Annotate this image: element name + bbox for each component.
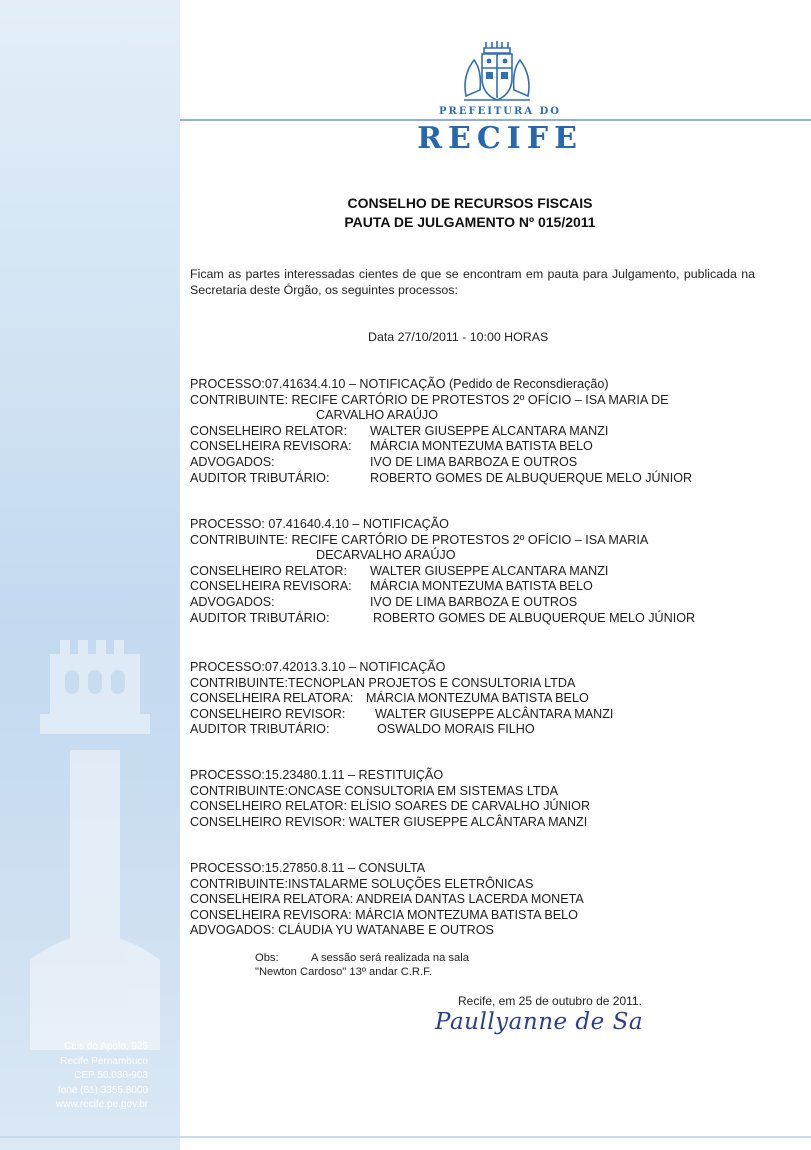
- process-field-value: OSWALDO MORAIS FILHO: [377, 722, 535, 737]
- process-field-label: AUDITOR TRIBUTÁRIO:: [190, 722, 330, 737]
- obs-text-2: "Newton Cardoso" 13º andar C.R.F.: [255, 966, 432, 978]
- process-field-label: PROCESSO:15.23480.1.11 – RESTITUIÇÃO: [190, 768, 444, 782]
- process-field-label: ADVOGADOS:: [190, 454, 275, 469]
- document-heading: [300, 194, 640, 232]
- handwritten-signature: Paullyanne de Sa: [435, 1009, 644, 1035]
- process-line: [190, 517, 770, 533]
- heading-line-agenda: PAUTA DE JULGAMENTO Nº 015/2011: [344, 214, 596, 230]
- process-field-label: PROCESSO:07.41634.4.10 – NOTIFICAÇÃO (Pedido de Reconsdieração): [190, 377, 609, 391]
- process-field-label: PROCESSO: 07.41640.4.10 – NOTIFICAÇÃO: [190, 517, 449, 531]
- process-field-value: MÁRCIA MONTEZUMA BATISTA BELO: [366, 691, 589, 706]
- process-field-value: WALTER GIUSEPPE ALCANTARA MANZI: [370, 423, 609, 438]
- side-band: [0, 0, 180, 1150]
- city-tower-watermark: [20, 630, 170, 1050]
- process-field-value: DECARVALHO ARAÚJO: [316, 548, 456, 563]
- process-line: [190, 548, 770, 564]
- obs-line-1: [255, 951, 469, 965]
- process-line: [190, 439, 770, 455]
- process-field-label: CONSELHEIRA REVISORA: MÁRCIA MONTEZUMA BATISTA BELO: [190, 907, 578, 922]
- process-field-label: CONTRIBUINTE: RECIFE CARTÓRIO DE PROTESTOS 2º OFÍCIO – ISA MARIA: [190, 532, 649, 547]
- process-field-label: CONTRIBUINTE:INSTALARME SOLUÇÕES ELETRÔNICAS: [190, 876, 534, 891]
- process-line: [190, 877, 770, 893]
- process-field-value: WALTER GIUSEPPE ALCÂNTARA MANZI: [375, 706, 614, 721]
- process-field-label: CONSELHEIRO RELATOR:: [190, 423, 347, 438]
- process-line: [190, 722, 770, 738]
- process-field-label: PROCESSO:15.27850.8.11 – CONSULTA: [190, 861, 426, 875]
- process-field-label: CONSELHEIRO RELATOR: ELÍSIO SOARES DE CARVALHO JÚNIOR: [190, 799, 591, 814]
- footer-address: [20, 1040, 148, 1113]
- heading-line-council: CONSELHO DE RECURSOS FISCAIS: [347, 195, 593, 211]
- obs-line-2: [255, 965, 432, 979]
- obs-text-1: A sessão será realizada na sala: [311, 952, 469, 964]
- address-phone: fone (81) 3355.8000: [57, 1084, 148, 1096]
- process-line: [190, 768, 770, 784]
- process-line: [190, 579, 770, 595]
- process-block: [190, 768, 770, 830]
- process-line: [190, 784, 770, 800]
- process-line: [190, 660, 770, 676]
- process-field-value: ROBERTO GOMES DE ALBUQUERQUE MELO JÚNIOR: [370, 470, 693, 485]
- process-field-label: ADVOGADOS: CLÁUDIA YU WATANABE E OUTROS: [190, 923, 494, 938]
- address-street: Cais do Apolo, 925: [64, 1041, 148, 1052]
- process-field-value: MÁRCIA MONTEZUMA BATISTA BELO: [370, 439, 593, 454]
- process-field-label: CONSELHEIRA RELATORA:: [190, 691, 354, 706]
- coat-of-arms-icon: [458, 40, 536, 108]
- observation-note: [255, 951, 469, 979]
- address-website: www.recife.pe.gov.br: [55, 1099, 148, 1111]
- process-field-label: CONSELHEIRA REVISORA:: [190, 439, 352, 454]
- process-line: [190, 815, 770, 831]
- process-line: [190, 923, 770, 939]
- intro-paragraph: Ficam as partes interessadas cientes de que se encontram em pauta para Julgamento, publicada na Secretaria deste Órgão, os seguintes processos:: [190, 267, 755, 297]
- process-field-value: ROBERTO GOMES DE ALBUQUERQUE MELO JÚNIOR: [373, 610, 696, 625]
- process-line: [190, 533, 770, 549]
- process-field-label: AUDITOR TRIBUTÁRIO:: [190, 470, 330, 485]
- place-and-date: Recife, em 25 de outubro de 2011.: [458, 994, 642, 1008]
- address-city: Recife Pernambuco: [60, 1055, 148, 1067]
- process-line: [190, 424, 770, 440]
- process-line: [190, 908, 770, 924]
- process-field-label: CONSELHEIRA RELATORA: ANDREIA DANTAS LACERDA MONETA: [190, 892, 584, 907]
- process-block: [190, 517, 770, 626]
- process-field-label: CONSELHEIRO REVISOR:: [190, 706, 346, 721]
- process-line: [190, 691, 770, 707]
- process-line: [190, 408, 770, 424]
- process-field-label: CONTRIBUINTE: RECIFE CARTÓRIO DE PROTESTOS 2º OFÍCIO – ISA MARIA DE: [190, 392, 669, 407]
- process-field-value: MÁRCIA MONTEZUMA BATISTA BELO: [370, 579, 593, 594]
- process-field-label: CONTRIBUINTE:TECNOPLAN PROJETOS E CONSULTORIA LTDA: [190, 675, 576, 690]
- process-line: [190, 707, 770, 723]
- process-line: [190, 892, 770, 908]
- process-block: [190, 660, 770, 738]
- obs-label: Obs:: [255, 952, 279, 964]
- process-line: [190, 799, 770, 815]
- process-line: [190, 595, 770, 611]
- process-field-value: CARVALHO ARAÚJO: [316, 408, 439, 423]
- process-field-label: CONTRIBUINTE:ONCASE CONSULTORIA EM SISTEMAS LTDA: [190, 783, 559, 798]
- process-line: [190, 393, 770, 409]
- process-field-value: IVO DE LIMA BARBOZA E OUTROS: [370, 454, 578, 469]
- process-line: [190, 377, 770, 393]
- process-field-label: CONSELHEIRO RELATOR:: [190, 563, 347, 578]
- process-field-value: IVO DE LIMA BARBOZA E OUTROS: [370, 594, 578, 609]
- process-line: [190, 455, 770, 471]
- process-line: [190, 861, 770, 877]
- footer-rule: [0, 1136, 811, 1138]
- process-field-label: AUDITOR TRIBUTÁRIO:: [190, 610, 330, 625]
- prefeitura-label: PREFEITURA DO: [439, 106, 561, 117]
- process-field-label: ADVOGADOS:: [190, 594, 275, 609]
- process-line: [190, 676, 770, 692]
- process-field-label: CONSELHEIRA REVISORA:: [190, 579, 352, 594]
- process-block: [190, 377, 770, 486]
- process-block: [190, 861, 770, 939]
- process-line: [190, 471, 770, 487]
- city-name-logo: RECIFE: [417, 121, 583, 156]
- process-line: [190, 564, 770, 580]
- process-field-label: CONSELHEIRO REVISOR: WALTER GIUSEPPE ALCÂNTARA MANZI: [190, 814, 588, 829]
- address-cep: CEP 50.030-903: [74, 1070, 148, 1082]
- process-field-label: PROCESSO:07.42013.3.10 – NOTIFICAÇÃO: [190, 660, 446, 674]
- process-line: [190, 611, 770, 627]
- session-date: Data 27/10/2011 - 10:00 HORAS: [368, 330, 549, 344]
- process-field-value: WALTER GIUSEPPE ALCANTARA MANZI: [370, 563, 609, 578]
